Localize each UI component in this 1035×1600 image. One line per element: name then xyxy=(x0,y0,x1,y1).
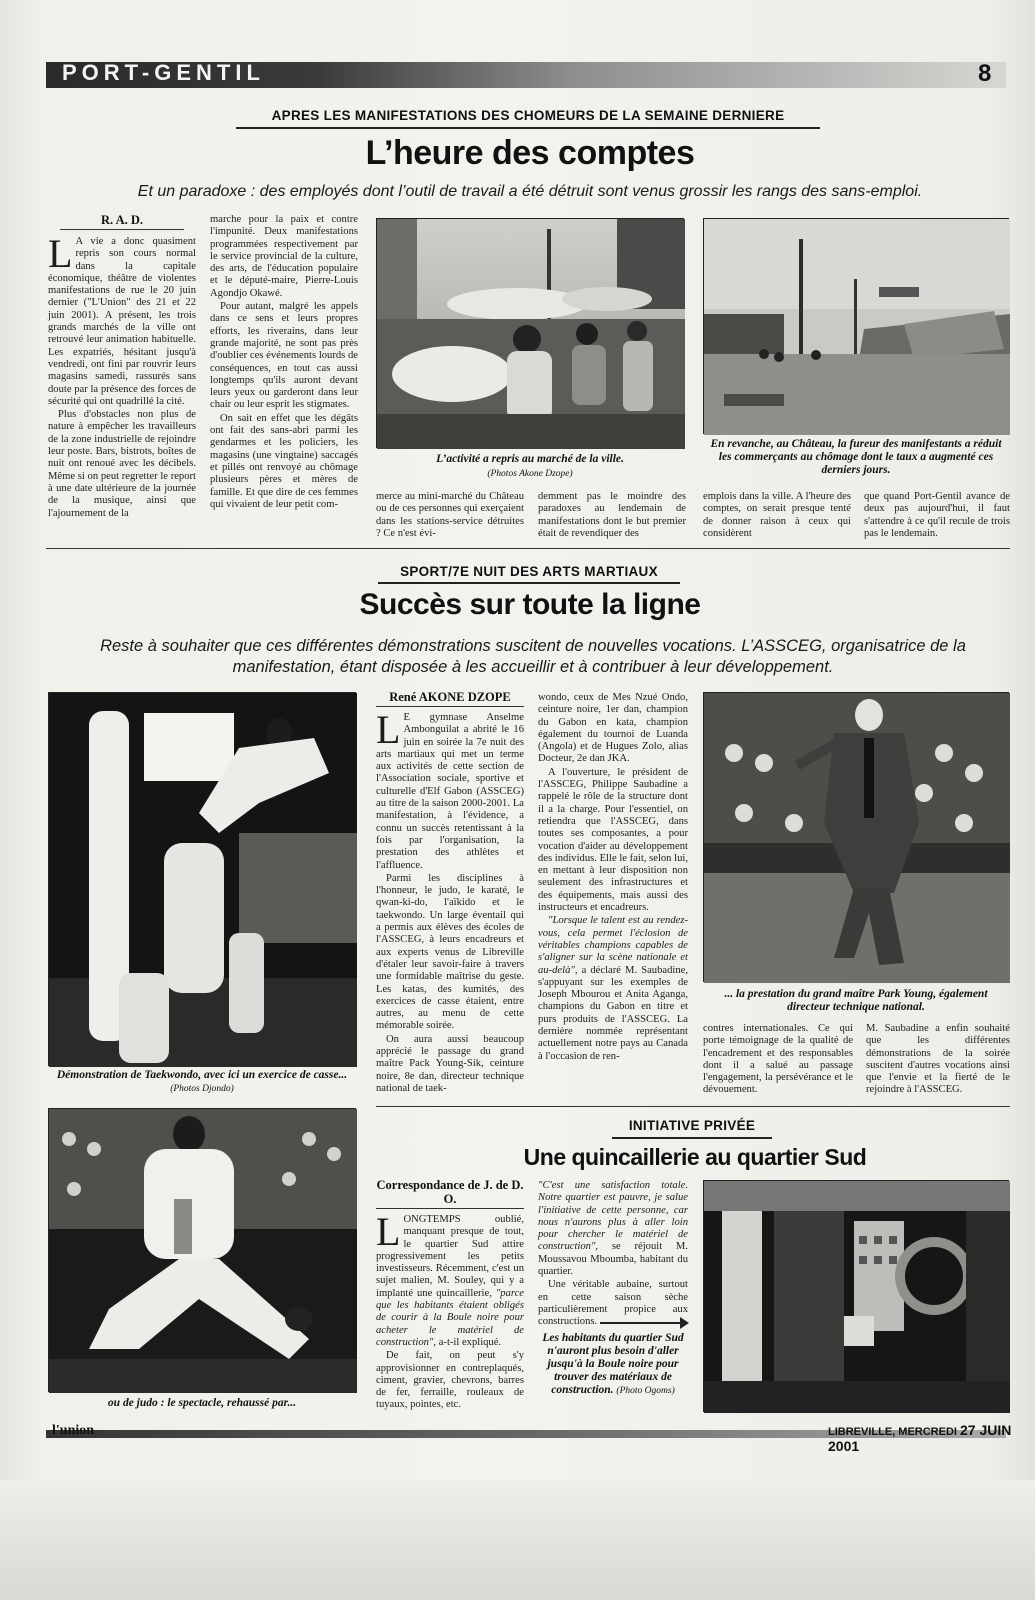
article2-kicker-rule xyxy=(378,582,680,584)
article-separator-1 xyxy=(46,548,1010,549)
article3-quote-1: "parce que les habitants étaient obligés de courir à la Boule noire pour acheter le matériel de construction" xyxy=(376,1287,524,1348)
article-separator-2 xyxy=(376,1106,1010,1107)
article1-column-3: merce au mini-marché du Château ou de ces personnes qui exerçaient dans les stations-service détruites ? Ce n'est évi- xyxy=(376,491,524,539)
article3-column-1 xyxy=(376,1209,524,1414)
hardware-store-photo-image xyxy=(704,1181,1010,1413)
page-number: 8 xyxy=(978,60,992,87)
taekwondo-photo-credit: (Photos Djondo) xyxy=(170,1084,234,1094)
byline-rule xyxy=(60,229,184,230)
article2-col1b-text: Parmi les disciplines à l'honneur, le judo, le karaté, le qwan-ki-do, l'aïkido et le taekwondo. Un large éventail qui a permis aux élèves des écoles de l'ASSCEG, à leurs encadreurs et aux experts venus de Libreville d'étaler leur savoir-faire à travers une formidable maîtrise du geste. Les katas, des kumités, des exercices de casse étaient, entre autres, au menu de cette mémorable soirée. xyxy=(376,872,524,1032)
article3-quote-2: "C'est une satisfaction totale. Notre quartier est pauvre, je salue l'initiative de cette personne, car nous n'aurons plus à aller loin pour chercher le matériel de construction" xyxy=(538,1180,688,1253)
article3-headline: Une quincaillerie au quartier Sud xyxy=(523,1144,867,1170)
caption-arrow-line xyxy=(600,1322,686,1324)
article3-col1-text: ONGTEMPS oublié, manquant presque de tout, le quartier Sud attire progressivement les petits investisseurs. Récemment, c'est un sujet malien, M. Souley, qui y a implanté une quincaillerie, xyxy=(376,1214,524,1299)
article1-col2c-text: On sait en effet que les dégâts ont fait des sans-abri parmi les gendarmes et les policiers, les magasins (une vingtaine) saccagés et pillés ont renvoyé au chômage plusieurs pères et mères de famille. Et que dire de ces femmes qui vivaient de leur petit com- xyxy=(210,412,358,510)
article2-col2c-text: , a déclaré M. Saubadine, s'appuyant sur les exemples de Joseph Mbourou et Anita Aganga, champions du Gabon en titre et purs produits de l'ASSCEG. La dernière nommée représentant actuellement notre pays au Canada à l'occasion de ren- xyxy=(538,964,688,1062)
article2-col1-text: E gymnase Anselme Ambonguilat a abrité le 16 juin en soirée la 7e nuit des arts martiaux qui met un terme aux activités de cette section de l'Association sociale, sportive et culturelle d'Elf Gabon (ASSCEG) au titre de la saison 2000-2001. La manifestation, à l'évidence, a connu un succès retentissant à la fois par l'organisation, la prestation des athlètes et l'affluence. xyxy=(376,712,524,871)
hardware-caption-text: Les habitants du quartier Sud n'auront plus besoin d'aller jusqu'à la Boule noire pour trouver des matériaux de construction. xyxy=(542,1332,684,1396)
article2-column-3: contres internationales. Ce qui porte témoignage de la qualité de l'encadrement et des responsables dont il a salué au passage l'engagement, la persévérance et le dévouement. xyxy=(703,1023,853,1096)
market-photo-image xyxy=(377,219,685,449)
article1-kicker-rule xyxy=(236,127,820,129)
article1-col1b-text: Plus d'obstacles non plus de nature à empêcher les travailleurs de la zone industrielle de rejoindre leur poste. Bars, bistrots, boîtes de nuit ont renoué avec les décibels. Même si on peut regretter le report à une date ultérieure de la journée de la musique, ainsi que l'ajournement de la xyxy=(48,409,196,519)
article3-kicker-rule xyxy=(612,1137,772,1139)
article1-column-1 xyxy=(48,231,196,540)
article3-col1c-text: De fait, on peut s'y approvisionner en contreplaqués, ciment, gravier, chevrons, barres de fer, ferraille, rouleaux de tuyaux, pointes, etc. xyxy=(376,1350,524,1411)
market-photo-caption: L’activité a repris au marché de la ville. xyxy=(436,453,624,465)
article2-quote: "Lorsque le talent est au rendez-vous, cela permet l'éclosion de véritables champions capables de s'aligner sur la scène nationale et au-delà" xyxy=(538,915,688,976)
market-photo xyxy=(376,218,684,448)
article3-column-2 xyxy=(538,1180,688,1328)
grand-master-photo xyxy=(703,692,1009,982)
article2-headline: Succès sur toute la ligne xyxy=(359,588,701,621)
article1-kicker: APRES LES MANIFESTATIONS DES CHOMEURS DE LA SEMAINE DERNIERE xyxy=(271,108,785,123)
hardware-store-caption xyxy=(538,1332,688,1398)
footer-date-prefix: LIBREVILLE, MERCREDI xyxy=(828,1426,957,1438)
article2-col2-text: wondo, ceux de Mes Nzué Ondo, ceinture noire, 1er dan, champion du Gabon en kata, champion également du tournoi de Luanda (Angola) et de Hugues Zolo, alias Docteur, 2e dan JKA. xyxy=(538,692,688,765)
article3-kicker: INITIATIVE PRIVÉE xyxy=(628,1118,756,1133)
scan-bottom-margin xyxy=(0,1480,1035,1600)
judo-photo xyxy=(48,1108,356,1392)
article2-col2b-text: A l'ouverture, le président de l'ASSCEG, Philippe Saubadine a rappelé le rôle de la structure dont il a la charge. Pour l'essentiel, on retiendra que l'ASSCEG, dans toutes ses composantes, a pour vocation d'aider au développement des individus. Elle le fait, selon lui, en mettant à leur disposition non seulement des infrastructures et des équipements, mais aussi des instructeurs et encadreurs. xyxy=(538,766,688,914)
article3-col2b-text: Une véritable aubaine, surtout en cette saison sèche particulièrement propice aux constructions. xyxy=(538,1279,688,1328)
article1-column-6: que quand Port-Gentil avance de deux pas aujourd'hui, il faut s'attendre à ce qu'il recule de trois pas le lendemain. xyxy=(864,491,1010,539)
judo-photo-caption: ou de judo : le spectacle, rehaussé par... xyxy=(107,1397,297,1409)
article2-column-1 xyxy=(376,707,524,1096)
grand-master-photo-image xyxy=(704,693,1010,983)
section-name: PORT-GENTIL xyxy=(62,60,265,85)
dropcap: L xyxy=(376,707,401,752)
taekwondo-caption-text: Démonstration de Taekwondo, avec ici un exercice de casse... xyxy=(56,1069,348,1081)
newspaper-logo: l'union xyxy=(52,1423,95,1438)
taekwondo-photo xyxy=(48,692,356,1066)
article1-column-2 xyxy=(210,214,358,540)
article1-col2b-text: Pour autant, malgré les appels dans ce sens et leurs propres efforts, les riverains, dans leur grande majorité, ne sont pas près d'oublier ces événements lourds de conséquences, en tout cas aussi longtemps qu'ils auront devant leurs yeux ou garderont dans leur chair ou leur esprit les stigmates. xyxy=(210,301,358,411)
taekwondo-photo-image xyxy=(49,693,357,1067)
chateau-photo xyxy=(703,218,1009,434)
article2-column-2 xyxy=(538,692,688,1096)
dropcap: L xyxy=(376,1209,401,1254)
article2-byline: René AKONE DZOPE xyxy=(389,690,511,704)
footer-dateline xyxy=(828,1422,1035,1454)
article1-col1-text: A vie a donc quasiment repris son cours normal dans la capitale économique, théâtre de violentes manifestations de rue le 20 juin dernier ("L'Union" des 21 et 22 juin 2001). A présent, les trois grands marchés de la ville ont retrouvé leur animation habituelle. Les expatriés, hésitant jusqu'à vendredi, ont fini par rouvrir leurs magasins samedi, rassurés sans doute par la présence des forces de sécurité qui ont quadrillé la cité. xyxy=(48,236,196,407)
taekwondo-photo-caption xyxy=(48,1069,356,1096)
judo-photo-image xyxy=(49,1109,357,1393)
article3-col2-text: , se réjouit M. Moussavou Mboumba, habitant du quartier. xyxy=(538,1241,688,1278)
dropcap: L xyxy=(48,231,73,276)
article1-byline: R. A. D. xyxy=(100,213,144,227)
caption-arrow-icon xyxy=(680,1317,689,1329)
article2-col1c-text: On aura aussi beaucoup apprécié le passage du grand maître Pack Young-Sik, ceinture noire, 8e dan, directeur technique national de taek- xyxy=(376,1033,524,1094)
article2-deck: Reste à souhaiter que ces différentes démonstrations suscitent de nouvelles vocations. L’ASSCEG, organisatrice de la manifestation, étant disposée à les accueillir et à contribuer à leur développement. xyxy=(100,637,966,677)
article1-headline: L’heure des comptes xyxy=(365,134,695,172)
chateau-photo-caption: En revanche, au Château, la fureur des manifestants a réduit les commerçants au chômage dont le taux a augmenté ces derniers jours. xyxy=(710,438,1002,476)
article2-kicker: SPORT/7E NUIT DES ARTS MARTIAUX xyxy=(400,564,658,579)
chateau-photo-image xyxy=(704,219,1010,435)
grand-master-caption: ... la prestation du grand maître Park Young, également directeur technique national. xyxy=(724,988,988,1013)
hardware-photo-credit: (Photo Ogoms) xyxy=(616,1386,675,1396)
market-photo-credit: (Photos Akone Dzope) xyxy=(487,469,573,479)
article1-column-5: emplois dans la ville. A l'heure des comptes, on serait presque tenté de donner raison à ceux qui considèrent xyxy=(703,491,851,539)
article1-col2-text: marche pour la paix et contre l'impunité. Deux manifestations programmées respectivement par le service provincial de la culture, des arts, de l'éducation populaire et le député-maire, Pierre-Louis Agondjo Okawé. xyxy=(210,214,358,299)
article3-byline: Correspondance de J. de D. O. xyxy=(376,1178,524,1206)
article1-deck: Et un paradoxe : des employés dont l’outil de travail a été détruit sont venus grossir les rangs des sans-emploi. xyxy=(137,183,923,200)
footer-date: 27 JUIN 2001 xyxy=(828,1422,1012,1454)
article2-column-4: M. Saubadine a enfin souhaité que les différentes démonstrations de la soirée suscitent d'autres vocations ainsi que l'envie et la fierté de le rejoindre à l'ASSCEG. xyxy=(866,1023,1010,1096)
article1-column-4: demment pas le moindre des paradoxes au lendemain de manifestations dont le but premier était de revendiquer des xyxy=(538,491,686,539)
hardware-store-photo xyxy=(703,1180,1009,1412)
article3-col1b-text: , a-t-il expliqué. xyxy=(433,1336,502,1348)
